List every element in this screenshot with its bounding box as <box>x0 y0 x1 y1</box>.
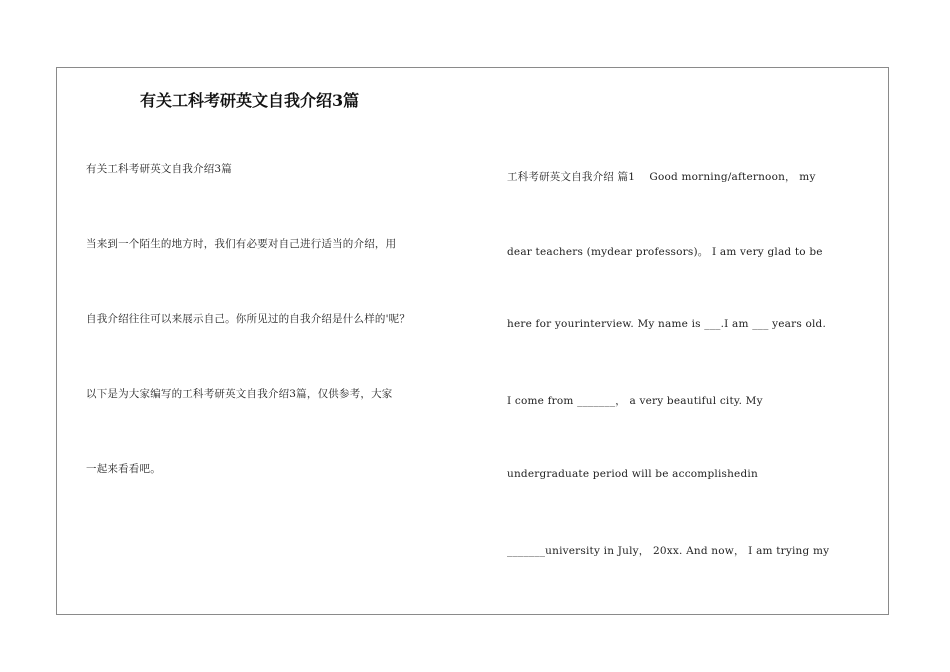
document-title: 有关工科考研英文自我介绍3篇 <box>140 91 360 110</box>
paragraph-line: _______university in July， 20xx. And now， I am trying my <box>507 545 830 557</box>
paragraph-line: 当来到一个陌生的地方时，我们有必要对自己进行适当的介绍，用 <box>86 238 397 250</box>
paragraph-line: 以下是为大家编写的工科考研英文自我介绍3篇，仅供参考，大家 <box>86 388 393 400</box>
paragraph-line: dear teachers (mydear professors)。 I am very glad to be <box>507 246 823 258</box>
paragraph-line: here for yourinterview. My name is ___.I am ___ years old. <box>507 318 826 330</box>
paragraph-line: undergraduate period will be accomplishedin <box>507 468 758 480</box>
page-frame <box>56 67 889 615</box>
paragraph-line: 工科考研英文自我介绍 篇1 Good morning/afternoon， my <box>507 171 816 183</box>
paragraph-line: I come from _______， a very beautiful city. My <box>507 395 763 407</box>
paragraph-line: 一起来看看吧。 <box>86 463 161 475</box>
paragraph-line: 自我介绍往往可以来展示自己。你所见过的自我介绍是什么样的'呢？ <box>86 313 411 325</box>
paragraph-line: 有关工科考研英文自我介绍3篇 <box>86 163 232 175</box>
